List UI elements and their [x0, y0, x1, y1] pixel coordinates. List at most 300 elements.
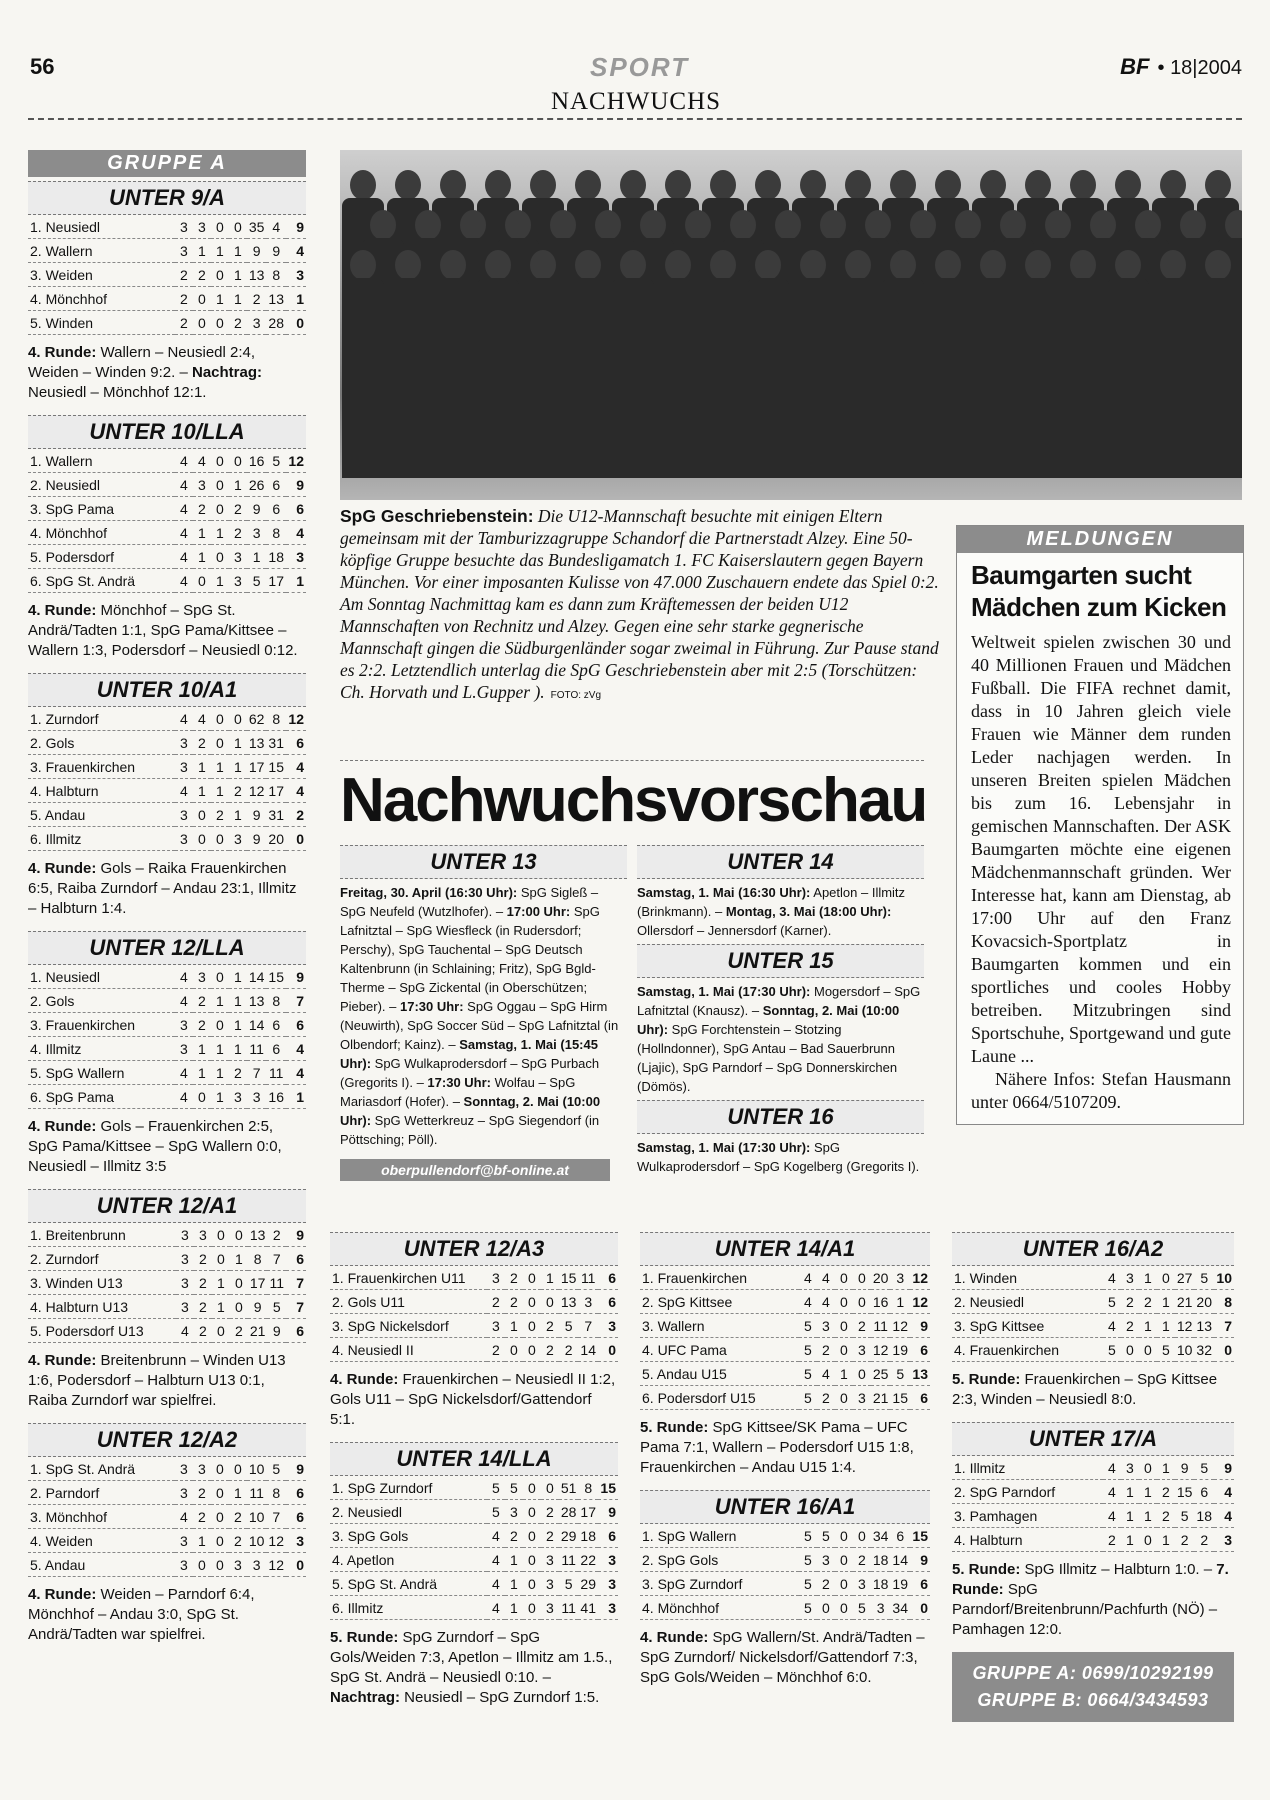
stat-cell: 3 [817, 1314, 835, 1338]
person-head [620, 250, 646, 280]
stat-cell: 8 [266, 521, 286, 545]
stat-cell: 5 [799, 1314, 817, 1338]
stat-cell: 1 [835, 1362, 853, 1386]
stat-cell: 1 [1157, 1314, 1175, 1338]
person-head [1070, 170, 1096, 200]
u14-schedule [637, 883, 924, 940]
stat-cell: 0 [211, 263, 229, 287]
stat-cell: 1 [1157, 1528, 1175, 1552]
stat-cell: 0 [541, 1290, 559, 1314]
stat-cell: 1 [505, 1548, 523, 1572]
stat-cell: 4 [176, 1319, 194, 1343]
team-name: 1. Neusiedl [28, 965, 175, 989]
stat-cell: 2 [175, 263, 193, 287]
results-text [640, 1628, 930, 1688]
table-row [330, 1338, 618, 1362]
stat-cell: 0 [230, 1223, 248, 1247]
person-body [1152, 278, 1194, 478]
bold-label: 17:00 Uhr: [506, 904, 571, 919]
team-name: 5. SpG Wallern [28, 1061, 175, 1085]
stat-cell: 3 [541, 1596, 559, 1620]
publication-name: BF [1120, 54, 1150, 79]
stat-cell: 1 [229, 1481, 247, 1505]
stat-cell: 3 [229, 827, 247, 851]
points-cell: 4 [1214, 1504, 1234, 1528]
team-name: 4. Neusiedl II [330, 1338, 487, 1362]
team-name: 4. Illmitz [28, 1037, 175, 1061]
stat-cell: 9 [1175, 1456, 1195, 1480]
stat-cell: 4 [175, 1505, 193, 1529]
stat-cell: 2 [1175, 1528, 1195, 1552]
points-cell: 0 [1214, 1338, 1234, 1362]
stat-cell: 4 [175, 1085, 193, 1109]
team-name: 1. SpG Zurndorf [330, 1476, 487, 1500]
results-text [28, 859, 306, 919]
points-cell: 3 [286, 545, 306, 569]
person-head [775, 210, 801, 240]
stat-cell: 17 [247, 755, 267, 779]
stat-cell: 4 [1103, 1480, 1121, 1504]
person-head [440, 250, 466, 280]
stat-cell: 4 [487, 1596, 505, 1620]
stat-cell: 13 [248, 1223, 268, 1247]
stat-cell: 4 [799, 1266, 817, 1290]
table-row [28, 263, 306, 287]
stat-cell: 4 [175, 965, 193, 989]
stat-cell: 25 [871, 1362, 891, 1386]
points-cell: 2 [286, 803, 306, 827]
stat-cell: 0 [211, 545, 229, 569]
bold-label: 17:30 Uhr: [399, 999, 464, 1014]
stat-cell: 18 [266, 545, 286, 569]
person-head [530, 170, 556, 200]
stat-cell: 31 [266, 803, 286, 827]
points-cell: 6 [286, 1505, 306, 1529]
stat-cell: 2 [229, 497, 247, 521]
stat-cell: 2 [193, 1481, 211, 1505]
stat-cell: 3 [229, 1085, 247, 1109]
stat-cell: 4 [1103, 1504, 1121, 1528]
text-segment: Gols – Frauenkirchen 2:5, SpG Pama/Kittsee – SpG Wallern 0:0, Neusiedl – Illmitz 3:5 [28, 1118, 282, 1175]
stat-cell: 28 [559, 1500, 579, 1524]
left-column [28, 150, 306, 1657]
email-link[interactable]: oberpullendorf@bf-online.at [340, 1159, 610, 1181]
stat-cell: 0 [523, 1500, 541, 1524]
points-cell: 7 [286, 989, 306, 1013]
stat-cell: 1 [229, 1037, 247, 1061]
team-name: 1. Frauenkirchen U11 [330, 1266, 487, 1290]
issue-number: 18|2004 [1170, 57, 1242, 79]
person-head [820, 210, 846, 240]
table-row [28, 1505, 306, 1529]
stat-cell: 0 [193, 1553, 211, 1577]
stat-cell: 1 [1139, 1266, 1157, 1290]
stat-cell: 2 [1121, 1290, 1139, 1314]
stat-cell: 2 [559, 1338, 579, 1362]
stat-cell: 62 [247, 707, 267, 731]
stat-cell: 7 [578, 1314, 598, 1338]
stat-cell: 16 [266, 1085, 286, 1109]
stat-cell: 3 [175, 1481, 193, 1505]
stat-cell: 0 [212, 1319, 230, 1343]
stat-cell: 2 [211, 803, 229, 827]
stat-cell: 12 [890, 1314, 910, 1338]
stat-cell: 28 [266, 311, 286, 335]
stat-cell: 21 [1175, 1290, 1195, 1314]
stat-cell: 3 [541, 1548, 559, 1572]
stat-cell: 9 [266, 239, 286, 263]
stat-cell: 0 [835, 1290, 853, 1314]
team-name: 3. Wallern [640, 1314, 799, 1338]
stat-cell: 51 [559, 1476, 579, 1500]
stat-cell: 5 [1194, 1266, 1214, 1290]
stat-cell: 0 [211, 731, 229, 755]
stat-cell: 4 [487, 1548, 505, 1572]
team-name: 1. Breitenbrunn [28, 1223, 176, 1247]
text-segment: SpG Illmitz – Halbturn 1:0. – [1020, 1561, 1217, 1578]
table-row [28, 1295, 306, 1319]
standings-table [952, 1456, 1234, 1552]
stat-cell: 2 [193, 1505, 211, 1529]
stat-cell: 1 [229, 731, 247, 755]
stat-cell: 4 [175, 473, 193, 497]
stat-cell: 2 [247, 287, 267, 311]
person-body [522, 278, 564, 478]
person-body [1107, 278, 1149, 478]
stat-cell: 0 [835, 1524, 853, 1548]
table-row [330, 1290, 618, 1314]
person-head [890, 250, 916, 280]
results-text [330, 1370, 618, 1430]
stat-cell: 2 [194, 1319, 212, 1343]
points-cell: 6 [910, 1386, 930, 1410]
stat-cell: 0 [523, 1314, 541, 1338]
stat-cell: 2 [541, 1524, 559, 1548]
group-title: UNTER 12/LLA [28, 931, 306, 965]
points-cell: 3 [286, 1529, 306, 1553]
news-body: Weltweit spielen zwischen 30 und 40 Millionen Frauen und Mädchen Fußball. Die FIFA rechnet damit, dass in 10 Jahren gleich viele Frauen wie Männer dem runden Leder nachjagen werden. In unseren Breiten spielen Mädchen bis zum 16. Lebensjahr in gemischen Mannschaften. Der ASK Baumgarten möchte eine eigenen Mädchenmannschaft gründen. Wer Interesse hat, kann am Dienstag, ab 17:00 Uhr auf den Franz Kovacsich-Sportplatz in Baumgarten kommen und ein sportliches und cooles Hobby betreiben. Mitzubringen sind Sportschuhe, Sportgewand und gute Laune ... [971, 632, 1231, 1066]
person-head [1205, 170, 1231, 200]
page-number: 56 [30, 54, 55, 79]
stat-cell: 31 [266, 731, 286, 755]
stat-cell: 0 [211, 1013, 229, 1037]
table-row [28, 1223, 306, 1247]
stat-cell: 11 [559, 1548, 579, 1572]
stat-cell: 2 [194, 1271, 212, 1295]
stat-cell: 0 [211, 1553, 229, 1577]
stat-cell: 4 [266, 215, 286, 239]
stat-cell: 0 [211, 965, 229, 989]
team-name: 3. SpG Gols [330, 1524, 487, 1548]
stat-cell: 3 [229, 545, 247, 569]
stat-cell: 0 [541, 1476, 559, 1500]
table-row [640, 1386, 930, 1410]
team-name: 4. Halbturn [952, 1528, 1103, 1552]
stat-cell: 5 [559, 1572, 579, 1596]
team-name: 4. UFC Pama [640, 1338, 799, 1362]
stat-cell: 1 [890, 1290, 910, 1314]
points-cell: 1 [286, 287, 306, 311]
stat-cell: 0 [1157, 1266, 1175, 1290]
person-head [910, 210, 936, 240]
team-name: 6. SpG St. Andrä [28, 569, 175, 593]
stat-cell: 3 [1121, 1266, 1139, 1290]
person-body [927, 278, 969, 478]
table-row [28, 827, 306, 851]
points-cell: 0 [286, 1553, 306, 1577]
table-row [640, 1266, 930, 1290]
stat-cell: 5 [487, 1500, 505, 1524]
table-row [952, 1528, 1234, 1552]
person-head [1025, 250, 1051, 280]
person-body [702, 278, 744, 478]
team-name: 1. Frauenkirchen [640, 1266, 799, 1290]
person-head [935, 250, 961, 280]
person-head [845, 250, 871, 280]
results-text [330, 1628, 618, 1708]
stat-cell: 8 [266, 1481, 286, 1505]
text-segment: Apetlon – Illmitz (Brinkmann). – [637, 885, 906, 919]
text-segment: Frauenkirchen – SpG Kittsee 2:3, Winden – Neusiedl 8:0. [952, 1371, 1218, 1408]
person-head [800, 170, 826, 200]
stat-cell: 11 [578, 1266, 598, 1290]
table-row [28, 497, 306, 521]
table-row [28, 473, 306, 497]
team-name: 1. Winden [952, 1266, 1103, 1290]
stat-cell: 3 [247, 1085, 267, 1109]
stat-cell: 0 [230, 1295, 248, 1319]
person-head [350, 170, 376, 200]
stat-cell: 5 [799, 1386, 817, 1410]
points-cell: 3 [598, 1314, 618, 1338]
person-head [395, 250, 421, 280]
stat-cell: 2 [541, 1338, 559, 1362]
team-name: 3. Pamhagen [952, 1504, 1103, 1528]
stat-cell: 1 [1157, 1290, 1175, 1314]
person-body [567, 278, 609, 478]
stat-cell: 0 [817, 1596, 835, 1620]
person-body [387, 278, 429, 478]
person-body [972, 278, 1014, 478]
team-name: 1. SpG Wallern [640, 1524, 799, 1548]
issue-separator: • [1157, 57, 1165, 79]
stat-cell: 3 [193, 965, 211, 989]
stat-cell: 0 [211, 311, 229, 335]
table-row [28, 287, 306, 311]
preview-col-left [340, 841, 627, 1181]
stat-cell: 13 [247, 989, 267, 1013]
stat-cell: 14 [578, 1338, 598, 1362]
stat-cell: 1 [229, 1013, 247, 1037]
table-row [28, 779, 306, 803]
person-body [342, 278, 384, 478]
group-title: UNTER 9/A [28, 181, 306, 215]
text-segment: Frauenkirchen – Neusiedl II 1:2, Gols U11 – SpG Nickelsdorf/Gattendorf 5:1. [330, 1371, 616, 1428]
stat-cell: 11 [559, 1596, 579, 1620]
stat-cell: 2 [505, 1266, 523, 1290]
person-head [1160, 170, 1186, 200]
team-name: 2. Gols U11 [330, 1290, 487, 1314]
stat-cell: 34 [871, 1524, 891, 1548]
u16-schedule [637, 1138, 924, 1176]
stat-cell: 3 [175, 215, 193, 239]
youth-preview [340, 760, 927, 1181]
u14-title: UNTER 14 [637, 845, 924, 879]
caption-lead: SpG Geschriebenstein: [340, 506, 534, 526]
stat-cell: 0 [193, 827, 211, 851]
stat-cell: 4 [175, 707, 193, 731]
stat-cell: 0 [523, 1290, 541, 1314]
team-name: 5. Podersdorf U13 [28, 1319, 176, 1343]
stat-cell: 4 [487, 1524, 505, 1548]
table-row [952, 1266, 1234, 1290]
stat-cell: 3 [175, 1037, 193, 1061]
stat-cell: 8 [266, 989, 286, 1013]
stat-cell: 3 [505, 1500, 523, 1524]
stat-cell: 29 [559, 1524, 579, 1548]
points-cell: 6 [286, 1247, 306, 1271]
stat-cell: 9 [267, 1319, 286, 1343]
table-row [640, 1596, 930, 1620]
table-row [640, 1338, 930, 1362]
stat-cell: 0 [229, 449, 247, 473]
stat-cell: 0 [211, 215, 229, 239]
stat-cell: 3 [176, 1271, 194, 1295]
table-row [330, 1596, 618, 1620]
bold-label: 4. Runde: [28, 1118, 97, 1135]
stat-cell: 1 [505, 1596, 523, 1620]
stat-cell: 4 [817, 1362, 835, 1386]
stat-cell: 2 [229, 1505, 247, 1529]
person-body [747, 278, 789, 478]
bold-label: Samstag, 1. Mai (17:30 Uhr): [637, 984, 811, 999]
stat-cell: 18 [1194, 1504, 1214, 1528]
stat-cell: 2 [817, 1386, 835, 1410]
stat-cell: 0 [835, 1596, 853, 1620]
stat-cell: 4 [193, 707, 211, 731]
table-row [28, 521, 306, 545]
stat-cell: 0 [211, 473, 229, 497]
team-name: 2. Zurndorf [28, 1247, 176, 1271]
bottom-column-2 [640, 1228, 930, 1700]
team-name: 4. Halbturn [28, 779, 175, 803]
team-name: 2. Gols [28, 989, 175, 1013]
stat-cell: 17 [248, 1271, 268, 1295]
person-head [1115, 250, 1141, 280]
stat-cell: 10 [247, 1505, 267, 1529]
stat-cell: 0 [193, 803, 211, 827]
stat-cell: 1 [1121, 1504, 1139, 1528]
points-cell: 7 [286, 1271, 306, 1295]
bold-label: 5. Runde: [640, 1419, 709, 1436]
person-head [1070, 250, 1096, 280]
team-name: 3. SpG Kittsee [952, 1314, 1103, 1338]
results-text [28, 343, 306, 403]
points-cell: 13 [910, 1362, 930, 1386]
standings-table [28, 1457, 306, 1577]
stat-cell: 5 [559, 1314, 579, 1338]
points-cell: 6 [910, 1338, 930, 1362]
points-cell: 3 [598, 1596, 618, 1620]
points-cell: 12 [910, 1290, 930, 1314]
stat-cell: 0 [835, 1548, 853, 1572]
stat-cell: 5 [799, 1548, 817, 1572]
stat-cell: 0 [211, 449, 229, 473]
team-name: 4. Mönchhof [28, 521, 175, 545]
group-title: UNTER 10/LLA [28, 415, 306, 449]
stat-cell: 1 [1121, 1528, 1139, 1552]
table-row [952, 1456, 1234, 1480]
table-row [28, 1085, 306, 1109]
stat-cell: 3 [175, 1529, 193, 1553]
person-head [665, 170, 691, 200]
stat-cell: 3 [817, 1548, 835, 1572]
group-title: UNTER 10/A1 [28, 673, 306, 707]
stat-cell: 0 [835, 1314, 853, 1338]
u15-schedule [637, 982, 924, 1096]
stat-cell: 2 [193, 989, 211, 1013]
stat-cell: 3 [853, 1386, 871, 1410]
table-row [28, 1481, 306, 1505]
stat-cell: 3 [871, 1596, 891, 1620]
person-head [640, 210, 666, 240]
stat-cell: 2 [175, 311, 193, 335]
table-row [28, 1271, 306, 1295]
stat-cell: 11 [267, 1271, 286, 1295]
stat-cell: 1 [211, 779, 229, 803]
stat-cell: 6 [266, 1013, 286, 1037]
stat-cell: 2 [229, 521, 247, 545]
bold-label: 4. Runde: [28, 860, 97, 877]
stat-cell: 1 [193, 755, 211, 779]
stat-cell: 15 [890, 1386, 910, 1410]
stat-cell: 0 [229, 707, 247, 731]
points-cell: 9 [286, 965, 306, 989]
stat-cell: 5 [799, 1572, 817, 1596]
group-title: UNTER 17/A [952, 1422, 1234, 1456]
person-head [845, 170, 871, 200]
person-head [1045, 210, 1071, 240]
standings-table [952, 1266, 1234, 1362]
team-name: 6. SpG Pama [28, 1085, 175, 1109]
stat-cell: 4 [817, 1266, 835, 1290]
stat-cell: 6 [266, 473, 286, 497]
photo-caption [340, 505, 940, 707]
stat-cell: 0 [229, 215, 247, 239]
table-row [952, 1480, 1234, 1504]
person-head [1205, 250, 1231, 280]
person-head [460, 210, 486, 240]
table-row [640, 1314, 930, 1338]
bold-label: Samstag, 1. Mai (15:45 Uhr): [340, 1037, 598, 1071]
person-head [485, 250, 511, 280]
stat-cell: 2 [487, 1338, 505, 1362]
stat-cell: 3 [578, 1290, 598, 1314]
stat-cell: 2 [1121, 1314, 1139, 1338]
news-banner: MELDUNGEN [957, 526, 1243, 553]
points-cell: 12 [286, 707, 306, 731]
stat-cell: 0 [230, 1271, 248, 1295]
preview-col-right [637, 841, 924, 1181]
stat-cell: 1 [211, 239, 229, 263]
table-row [330, 1476, 618, 1500]
points-cell: 15 [598, 1476, 618, 1500]
stat-cell: 41 [578, 1596, 598, 1620]
stat-cell: 1 [193, 239, 211, 263]
stat-cell: 4 [175, 1061, 193, 1085]
group-title: UNTER 12/A3 [330, 1232, 618, 1266]
standings-table [28, 215, 306, 335]
